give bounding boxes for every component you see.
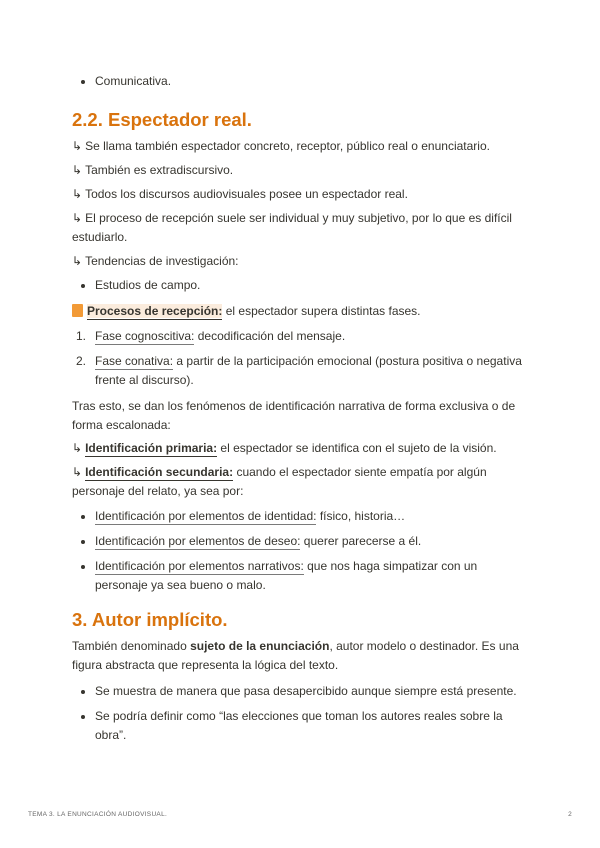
section-heading-autor-implicito: 3. Autor implícito. (72, 609, 228, 630)
tendencias-list (72, 276, 532, 295)
arrow-icon: ↳ (72, 254, 83, 268)
identificacion-secundaria: ↳ Identificación secundaria: cuando el espectador siente empatía por algún personaje del relato, ya sea por: (72, 465, 487, 498)
tras-esto: Tras esto, se dan los fenómenos de identificación narrativa de forma exclusiva o de forma escalonada: (72, 399, 516, 432)
page-footer (28, 811, 572, 818)
autor-list (72, 682, 532, 745)
procesos-recepcion: Procesos de recepción: el espectador supera distintas fases. (72, 302, 532, 321)
fases-list (72, 327, 532, 390)
line-arrow: ↳ Todos los discursos audiovisuales posee un espectador real. (72, 187, 408, 201)
section-heading-espectador-real: 2.2. Espectador real. (72, 109, 252, 130)
line-arrow: ↳ Se llama también espectador concreto, receptor, público real o enunciatario. (72, 139, 490, 153)
line-arrow: ↳ El proceso de recepción suele ser individual y muy subjetivo, por lo que es difícil estudiarlo. (72, 211, 512, 244)
page-number: 2 (568, 811, 572, 818)
list-item: 1. Fase cognoscitiva: decodificación del mensaje. (76, 329, 346, 343)
arrow-icon: ↳ (72, 441, 83, 455)
arrow-icon: ↳ (72, 163, 83, 177)
identificacion-primaria: ↳ Identificación primaria: el espectador se identifica con el sujeto de la visión. (72, 441, 497, 455)
list-item: Identificación por elementos narrativos: que nos haga simpatizar con un personaje ya sea bueno o malo. (72, 557, 532, 595)
top-list (72, 72, 532, 91)
list-item: Se muestra de manera que pasa desapercibido aunque siempre está presente. (72, 682, 532, 701)
arrow-icon: ↳ (72, 139, 83, 153)
list-item: Se podría definir como “las elecciones que toman los autores reales sobre la obra”. (72, 707, 532, 745)
autor-intro: También denominado sujeto de la enunciación, autor modelo o destinador. Es una figura abstracta que representa la lógica del texto. (72, 639, 519, 672)
list-item: Identificación por elementos de identidad: físico, historia… (72, 507, 532, 526)
list-item: Comunicativa. (72, 72, 532, 91)
footer-title: TEMA 3. LA ENUNCIACIÓN AUDIOVISUAL. (28, 811, 168, 818)
list-item: 2. Fase conativa: a partir de la participación emocional (postura positiva o negativa frente al discurso). (76, 354, 522, 387)
arrow-icon: ↳ (72, 211, 83, 225)
identificacion-list (72, 507, 532, 595)
line-arrow: ↳ Tendencias de investigación: (72, 254, 239, 268)
orange-square-icon (72, 304, 83, 317)
arrow-icon: ↳ (72, 187, 83, 201)
list-item: Estudios de campo. (72, 276, 532, 295)
arrow-icon: ↳ (72, 465, 83, 479)
line-arrow: ↳ También es extradiscursivo. (72, 163, 234, 177)
list-item: Identificación por elementos de deseo: querer parecerse a él. (72, 532, 532, 551)
